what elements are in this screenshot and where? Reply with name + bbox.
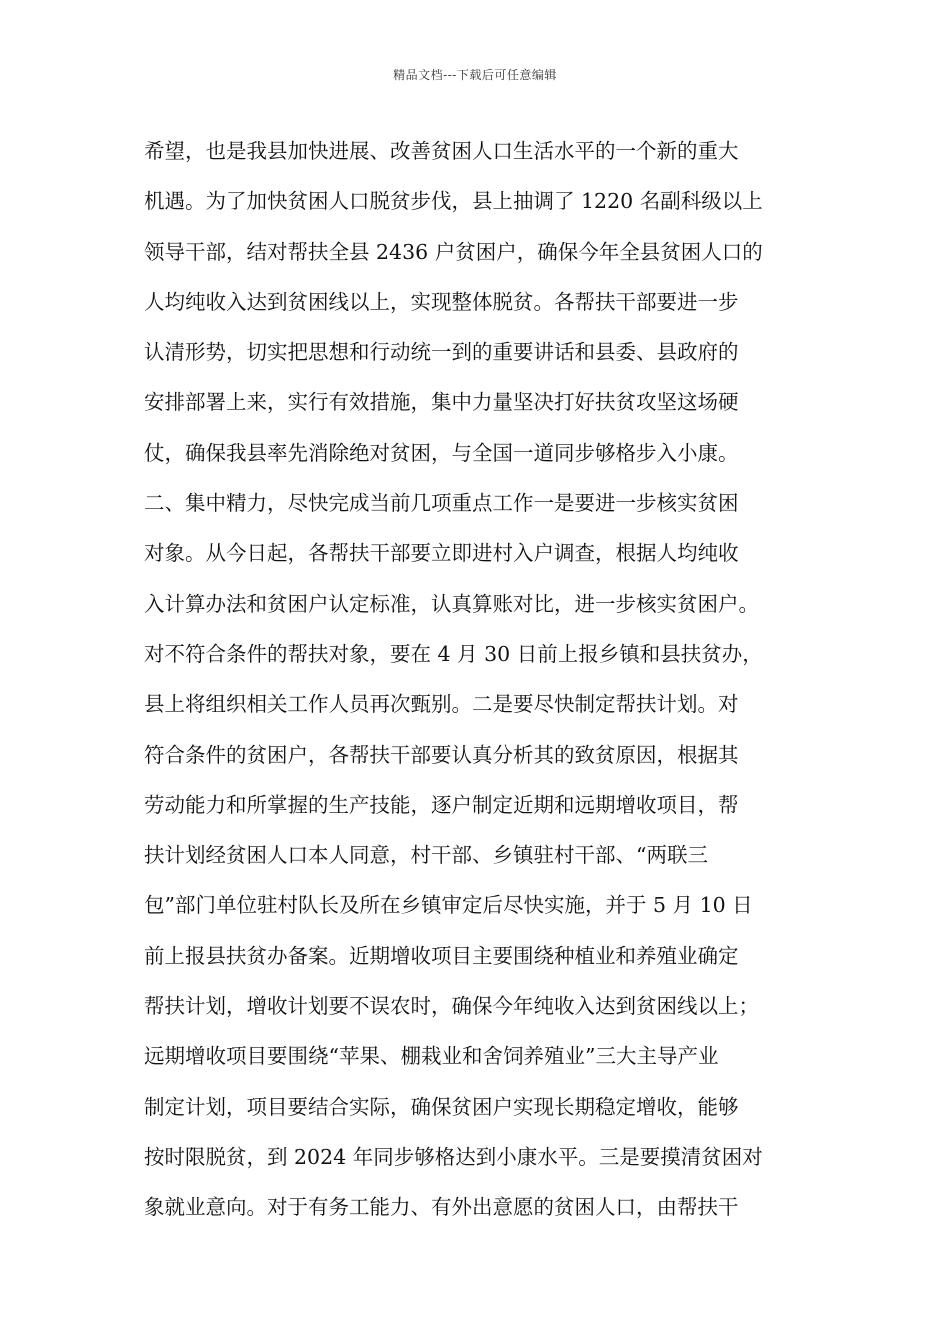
body-line: 二、集中精力，尽快完成当前几项重点工作一是要进一步核实贫困	[144, 491, 739, 516]
body-line: 前上报县扶贫办备案。近期增收项目主要围绕种植业和养殖业确定	[144, 943, 739, 968]
body-line: 对不符合条件的帮扶对象，要在 4 月 30 日前上报乡镇和县扶贫办，	[144, 641, 763, 666]
body-line: 扶计划经贫困人口本人同意，村干部、乡镇驻村干部、“两联三	[144, 843, 708, 868]
body-line: 入计算办法和贫困户认定标准，认真算账对比，进一步核实贫困户。	[144, 591, 759, 616]
body-line: 人均纯收入达到贫困线以上，实现整体脱贫。各帮扶干部要进一步	[144, 289, 739, 314]
body-line: 按时限脱贫，到 2024 年同步够格达到小康水平。三是要摸清贫困对	[144, 1144, 763, 1169]
body-line: 包”部门单位驻村队长及所在乡镇审定后尽快实施，并于 5 月 10 日	[144, 893, 753, 918]
body-line: 希望，也是我县加快进展、改善贫困人口生活水平的一个新的重大	[144, 139, 739, 163]
document-body	[144, 126, 814, 1233]
body-line: 机遇。为了加快贫困人口脱贫步伐，县上抽调了 1220 名副科级以上	[144, 189, 763, 214]
body-line: 远期增收项目要围绕“苹果、棚栽业和舍饲养殖业”三大主导产业	[144, 1044, 719, 1069]
body-line: 认清形势，切实把思想和行动统一到的重要讲话和县委、县政府的	[144, 340, 739, 365]
body-line: 县上将组织相关工作人员再次甄别。二是要尽快制定帮扶计划。对	[144, 692, 739, 717]
body-line: 安排部署上来，实行有效措施，集中力量坚决打好扶贫攻坚这场硬	[144, 390, 739, 415]
body-line: 象就业意向。对于有务工能力、有外出意愿的贫困人口，由帮扶干	[144, 1195, 739, 1220]
body-line: 领导干部，结对帮扶全县 2436 户贫困户，确保今年全县贫困人口的	[144, 239, 763, 264]
body-line: 符合条件的贫困户，各帮扶干部要认真分析其的致贫原因，根据其	[144, 742, 739, 767]
body-line: 劳动能力和所掌握的生产技能，逐户制定近期和远期增收项目，帮	[144, 792, 739, 817]
body-line: 对象。从今日起，各帮扶干部要立即进村入户调查，根据人均纯收	[144, 541, 739, 566]
body-line: 制定计划，项目要结合实际，确保贫困户实现长期稳定增收，能够	[144, 1094, 739, 1119]
page-header: 精品文档---下载后可任意编辑	[393, 68, 557, 82]
body-line: 帮扶计划，增收计划要不误农时，确保今年纯收入达到贫困线以上；	[144, 994, 759, 1019]
body-line: 仗，确保我县率先消除绝对贫困，与全国一道同步够格步入小康。	[144, 440, 739, 465]
